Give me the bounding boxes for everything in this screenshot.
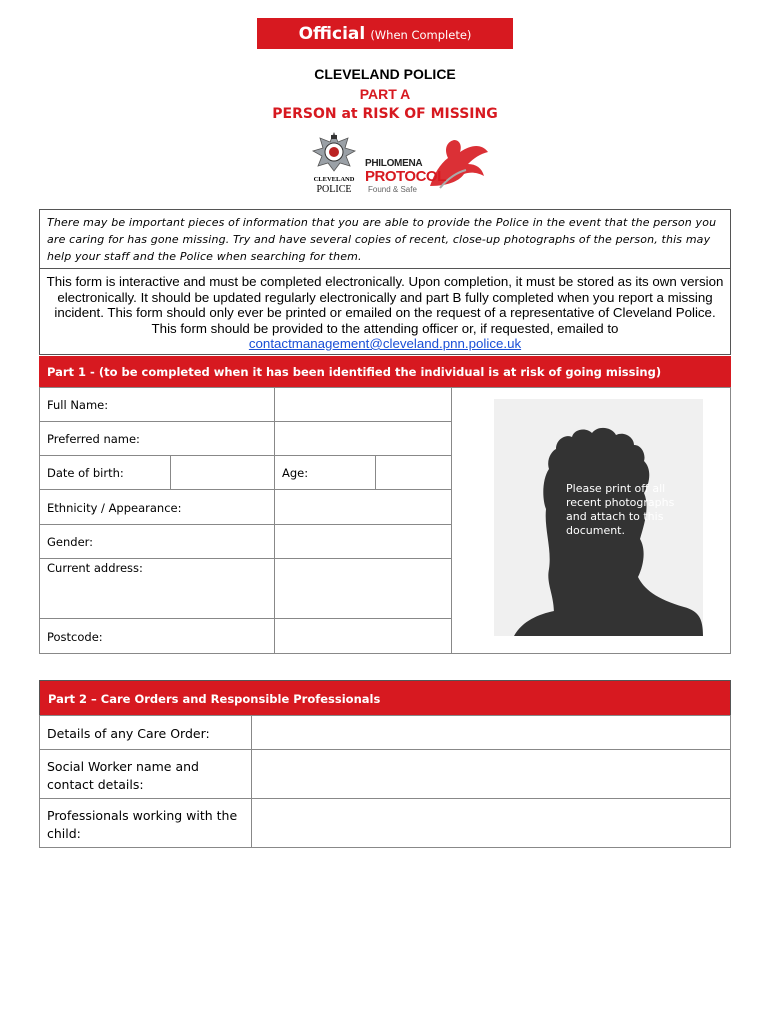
police-star-icon bbox=[305, 132, 363, 172]
postcode-input[interactable] bbox=[274, 618, 452, 654]
gender-label: Gender: bbox=[39, 524, 275, 559]
part-heading: PART A bbox=[359, 86, 411, 102]
dob-input[interactable] bbox=[170, 455, 275, 490]
banner-title: Official bbox=[298, 24, 366, 44]
address-label: Current address: bbox=[39, 558, 275, 619]
org-heading: CLEVELAND POLICE bbox=[314, 66, 456, 82]
full-name-input[interactable] bbox=[274, 387, 452, 422]
professionals-input[interactable] bbox=[251, 798, 731, 848]
intro-text: There may be important pieces of information that you are able to provide the Police in the event that the person you are caring for has gone missing. Try and have several copies of recent, close-up photographs of the person, this may help your staff and the Police when searching for them. bbox=[39, 209, 731, 269]
age-label: Age: bbox=[274, 455, 376, 490]
social-worker-input[interactable] bbox=[251, 749, 731, 799]
gender-input[interactable] bbox=[274, 524, 452, 559]
care-order-input[interactable] bbox=[251, 715, 731, 750]
part1-heading: Part 1 - (to be completed when it has been identified the individual is at risk of going missing) bbox=[39, 356, 731, 388]
contact-email-link[interactable]: contactmanagement@cleveland.pnn.police.uk bbox=[248, 336, 522, 351]
professionals-label: Professionals working with the child: bbox=[39, 798, 252, 848]
dob-label: Date of birth: bbox=[39, 455, 171, 490]
preferred-name-input[interactable] bbox=[274, 421, 452, 456]
ethnicity-label: Ethnicity / Appearance: bbox=[39, 489, 275, 525]
photo-note: Please print off all recent photographs and attach to this document. bbox=[566, 482, 675, 537]
part2-heading: Part 2 – Care Orders and Responsible Professionals bbox=[39, 680, 731, 716]
notice-text: This form is interactive and must be completed electronically. Upon completion, it must be stored as its own version electronically. It should be updated regularly electronically and part B fully completed when you report a missing incident. This form should only ever be printed or emailed on the request of a representative of Cleveland Police. This form should be provided to the attending officer or, if requested, emailed to bbox=[46, 274, 724, 336]
philomena-protocol-logo bbox=[365, 140, 485, 198]
protocol-logo-line3: Found & Safe bbox=[368, 185, 417, 194]
social-worker-label: Social Worker name and contact details: bbox=[39, 749, 252, 799]
full-name-label: Full Name: bbox=[39, 387, 275, 422]
age-input[interactable] bbox=[375, 455, 452, 490]
form-title: PERSON at RISK OF MISSING bbox=[272, 106, 498, 122]
notice-box bbox=[39, 268, 731, 355]
cleveland-police-logo bbox=[305, 132, 363, 194]
police-logo-line1: CLEVELAND bbox=[313, 176, 355, 183]
protocol-logo-line1: PHILOMENA bbox=[365, 158, 423, 169]
address-input[interactable] bbox=[274, 558, 452, 619]
preferred-name-label: Preferred name: bbox=[39, 421, 275, 456]
care-order-label: Details of any Care Order: bbox=[39, 715, 252, 750]
police-logo-line2: POLICE bbox=[316, 184, 352, 195]
postcode-label: Postcode: bbox=[39, 618, 275, 654]
banner-note: (When Complete) bbox=[370, 28, 472, 42]
official-banner bbox=[257, 18, 513, 49]
protocol-logo-line2: PROTOCOL bbox=[365, 168, 446, 185]
ethnicity-input[interactable] bbox=[274, 489, 452, 525]
